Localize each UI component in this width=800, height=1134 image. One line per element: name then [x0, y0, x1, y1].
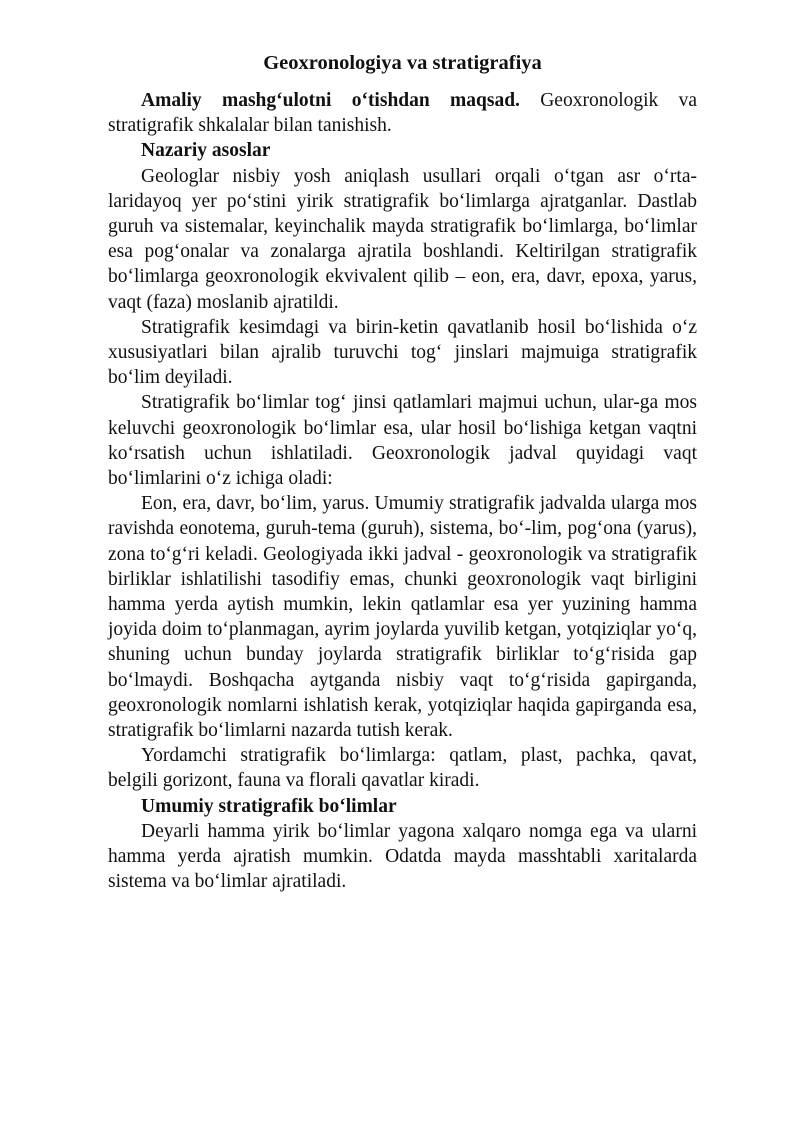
section-heading-general-units: Umumiy stratigrafik bo‘limlar — [141, 795, 397, 817]
aim-label: Amaliy mashg‘ulotni o‘tishdan maqsad. — [141, 90, 520, 111]
paragraph: Stratigrafik kesimdagi va birin-ketin qavatlanib hosil bo‘lishida o‘z xususiyatlari bilan ajralib turuvchi tog‘ jinslari majmuiga stratigrafik bo‘lim deyiladi. — [108, 316, 697, 389]
section-heading-theory: Nazariy asoslar — [141, 140, 271, 162]
document-title: Geoxronologiya va stratigrafiya — [263, 52, 542, 74]
document-page — [108, 50, 697, 895]
paragraph: Eon, era, davr, bo‘lim, yarus. Umumiy stratigrafik jadvalda ularga mos ravishda eonotema, guruh-tema (guruh), sistema, bo‘-lim, pog‘ona (yarus), zona to‘g‘ri keladi. Geologiyada ikki jadval - geoxronologik va stratigrafik birliklar ishlatilishi tasodifiy emas, chunki geoxronologik vaqt birligini hamma yerda aytish mumkin, lekin qatlamlar esa yer yuzining hamma joyida doim to‘planmagan, ayrim joylarda yuvilib ketgan, yotqiziqlar yo‘q, shuning uchun bunday joylarda stratigrafik birliklar to‘g‘risida gap bo‘lmaydi. Boshqacha aytganda nisbiy vaqt to‘g‘risida gapirganda, geoxronologik nomlarni ishlatish kerak, yotqiziqlar haqida gapirganda esa, stratigrafik bo‘limlarni nazarda tutish kerak. — [108, 493, 697, 742]
paragraph: Geologlar nisbiy yosh aniqlash usullari orqali o‘tgan asr o‘rta-laridayoq yer po‘stini yirik stratigrafik bo‘limlarga ajratganlar. Dastlab guruh va sistemalar, keyinchalik mayda stratigrafik bo‘limlarga, bo‘limlar esa pog‘onalar va zonalarga ajratila boshlandi. Keltirilgan stratigrafik bo‘limlarga geoxronologik ekvivalent qilib – eon, era, davr, epoxa, yarus, vaqt (faza) moslanib ajratildi. — [108, 165, 697, 313]
paragraph: Stratigrafik bo‘limlar tog‘ jinsi qatlamlari majmui uchun, ular-ga mos keluvchi geoxronologik bo‘limlar esa, ular hosil bo‘lishiga ketgan vaqtni ko‘rsatish uchun ishlatiladi. Geoxronologik jadval quyidagi vaqt bo‘limlarini o‘z ichiga oladi: — [108, 392, 697, 490]
aim-text: Geoxronologik va stratigrafik shkalalar bilan tanishish. — [108, 90, 697, 137]
paragraph: Deyarli hamma yirik bo‘limlar yagona xalqaro nomga ega va ularni hamma yerda ajratish mumkin. Odatda mayda masshtabli xaritalarda sistema va bo‘limlar ajratiladi. — [108, 820, 697, 893]
aim-paragraph — [108, 88, 697, 138]
paragraph: Yordamchi stratigrafik bo‘limlarga: qatlam, plast, pachka, qavat, belgili gorizont, fauna va florali qavatlar kiradi. — [108, 745, 697, 792]
